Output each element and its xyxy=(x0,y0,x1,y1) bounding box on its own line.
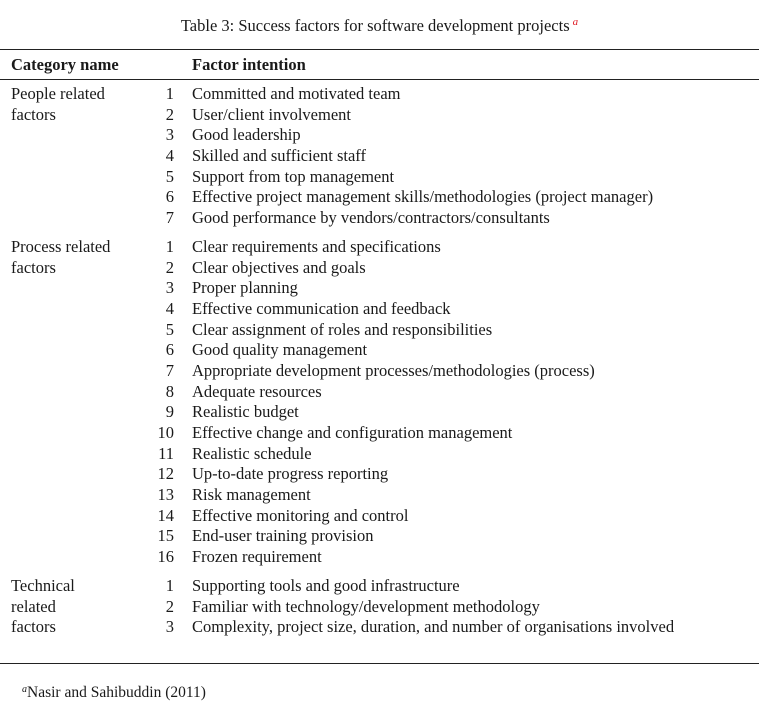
category-group xyxy=(0,84,759,229)
category-group xyxy=(0,237,759,568)
table-row xyxy=(0,146,759,167)
factor-number: 1 xyxy=(165,236,174,256)
factor-text: Up-to-date progress reporting xyxy=(192,464,389,484)
table-row xyxy=(0,361,759,382)
category-name-line: Technical xyxy=(11,575,75,595)
table-row xyxy=(0,84,759,105)
header-category: Category name xyxy=(11,55,119,74)
factor-text: Effective monitoring and control xyxy=(192,505,409,525)
factor-number: 11 xyxy=(158,443,174,463)
factor-text: Support from top management xyxy=(192,166,395,186)
table-row xyxy=(0,105,759,126)
category-name-line: factors xyxy=(11,104,56,124)
table-row xyxy=(0,402,759,423)
category-name-line: factors xyxy=(11,257,56,277)
factor-number: 5 xyxy=(165,166,174,186)
factor-number: 14 xyxy=(157,505,174,525)
table-row xyxy=(0,278,759,299)
factor-number: 2 xyxy=(165,596,174,616)
factor-number: 1 xyxy=(165,575,174,595)
factor-text: Clear assignment of roles and responsibilities xyxy=(192,319,493,339)
category-name-line: People related xyxy=(11,84,105,103)
table-row xyxy=(0,617,759,638)
table-row xyxy=(0,576,759,597)
category-name-line: related xyxy=(11,596,56,616)
factor-number: 3 xyxy=(165,278,174,298)
table-row xyxy=(0,187,759,208)
table-row xyxy=(0,597,759,618)
top-rule xyxy=(0,49,759,50)
factor-text: Good quality management xyxy=(192,340,368,360)
factor-text: End-user training provision xyxy=(192,526,374,546)
factor-number: 2 xyxy=(165,257,174,277)
factor-number: 9 xyxy=(165,402,174,422)
footnote-marker-label: a xyxy=(22,684,27,695)
factor-number: 5 xyxy=(165,319,174,339)
table-row xyxy=(0,547,759,568)
factor-number: 10 xyxy=(157,423,174,442)
table-row xyxy=(0,464,759,485)
factor-text: Committed and motivated team xyxy=(192,84,401,103)
footnote xyxy=(22,679,206,704)
factor-number: 8 xyxy=(165,381,174,401)
table-row xyxy=(0,258,759,279)
table-row xyxy=(0,320,759,341)
factor-text: Clear objectives and goals xyxy=(192,257,366,277)
factor-text: Realistic schedule xyxy=(192,443,312,463)
factor-text: Skilled and sufficient staff xyxy=(192,146,366,166)
caption-text: Table 3: Success factors for software development projects xyxy=(180,16,570,35)
factor-number: 7 xyxy=(165,360,174,380)
factor-number: 12 xyxy=(157,464,174,484)
factor-text: User/client involvement xyxy=(192,104,351,124)
table-row xyxy=(0,125,759,146)
table-row xyxy=(0,237,759,258)
factor-text: Effective communication and feedback xyxy=(192,298,451,318)
factor-text: Good performance by vendors/contractors/consultants xyxy=(192,208,550,228)
table-row xyxy=(0,485,759,506)
table-row xyxy=(0,444,759,465)
category-name-line: Process related xyxy=(11,236,111,256)
factor-number: 3 xyxy=(165,125,174,145)
table-row xyxy=(0,423,759,444)
header-rule xyxy=(0,79,759,80)
factor-text: Clear requirements and specifications xyxy=(192,236,441,256)
factor-text: Appropriate development processes/methodologies (process) xyxy=(192,360,595,380)
header-factor: Factor intention xyxy=(192,55,306,74)
factor-number: 6 xyxy=(165,187,174,207)
factor-number: 2 xyxy=(165,104,174,124)
table-body xyxy=(0,84,759,646)
factor-number: 15 xyxy=(157,526,174,546)
factor-text: Good leadership xyxy=(192,125,301,145)
factor-number: 13 xyxy=(157,485,174,505)
factor-number: 4 xyxy=(165,146,174,166)
factor-text: Effective project management skills/methodologies (project manager) xyxy=(192,187,654,207)
footnote-text: Nasir and Sahibuddin (2011) xyxy=(27,684,206,701)
factor-text: Adequate resources xyxy=(192,381,322,401)
factor-text: Complexity, project size, duration, and number of organisations involved xyxy=(192,617,675,637)
table-row xyxy=(0,299,759,320)
table-row xyxy=(0,208,759,229)
factor-text: Familiar with technology/development methodology xyxy=(192,596,540,616)
table-header xyxy=(11,54,759,76)
factor-text: Frozen requirement xyxy=(192,547,322,567)
factor-text: Supporting tools and good infrastructure xyxy=(192,575,460,595)
factor-number: 7 xyxy=(165,208,174,228)
bottom-rule xyxy=(0,663,759,664)
table-row xyxy=(0,506,759,527)
table-row xyxy=(0,167,759,188)
category-name-line: factors xyxy=(11,617,56,637)
table-row xyxy=(0,340,759,361)
factor-number: 16 xyxy=(157,547,174,567)
factor-text: Proper planning xyxy=(192,278,298,298)
factor-text: Effective change and configuration management xyxy=(192,423,513,442)
factor-number: 6 xyxy=(165,340,174,360)
table-row xyxy=(0,526,759,547)
table-caption xyxy=(0,11,759,37)
table-row xyxy=(0,382,759,403)
factor-text: Realistic budget xyxy=(192,402,299,422)
footnote-marker[interactable]: a xyxy=(572,16,579,28)
factor-number: 3 xyxy=(165,617,174,637)
factor-text: Risk management xyxy=(192,485,311,505)
category-group xyxy=(0,576,759,638)
factor-number: 4 xyxy=(165,298,174,318)
factor-number: 1 xyxy=(165,84,174,103)
